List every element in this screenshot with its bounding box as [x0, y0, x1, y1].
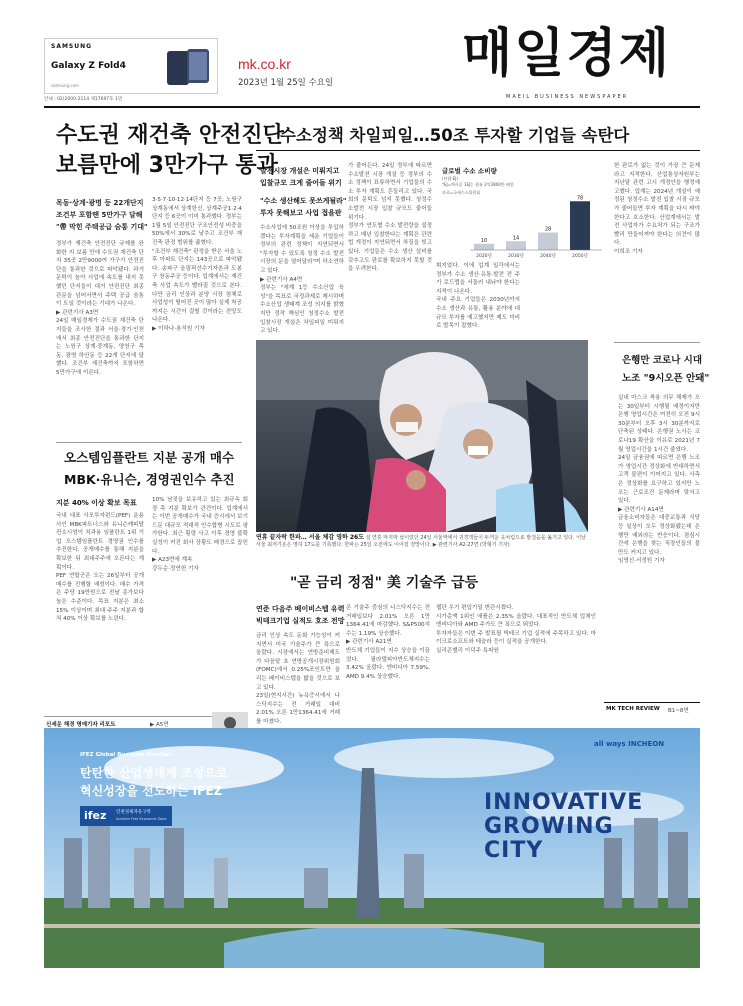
ifez-logo-sub2: Incheon Free Economic Zone	[116, 817, 167, 821]
samsung-ad[interactable]	[44, 38, 218, 94]
promo-title[interactable]: 신세운 해경 명예기자 리포트	[46, 722, 116, 728]
lead-subhead-2: 조건부 포함땐 5만가구 달해	[56, 211, 143, 219]
lead-divider	[56, 442, 242, 443]
issue-date: 2023년 1월 25일 수요일	[238, 78, 334, 88]
ifez-headline-2: 혁신성장을 선도하는 IFEZ	[80, 784, 223, 798]
second-subhead: 지분 40% 이상 확보 목표	[56, 499, 137, 507]
chart-bar	[538, 233, 558, 251]
cold-wave-photo[interactable]	[256, 340, 588, 532]
photo-caption-bold: 연휴 끝자락 한파… 서울 체감 영하 26도	[256, 534, 365, 541]
chart-subtitle: (단위:EJ) *EJ=엑사줄 1EJ는 원유 2억3800만 배럴	[442, 176, 514, 187]
lead-headline-1[interactable]: 수도권 재건축 안전진단	[56, 123, 284, 148]
main-subhead-4: 투자 못해보고 사업 접을판	[260, 209, 342, 217]
chart-category-label: 2030년	[508, 254, 524, 259]
lead-subhead-3: "帶 막힌 주택공급 숨통 기대"	[56, 223, 148, 231]
site-url[interactable]: mk.co.kr	[238, 56, 291, 72]
fed-body-col3: 웹단 우기 편입기일 변관시켰다. 시가총액 1위인 애플은 2.35% 올랐다. 대표적인 반도체 업체인 엔비디아와 AMD 주가도 큰 폭으로 뛰었다. 투자자들은 이번 주 발표될 빅테크 기업 실적에 주목하고 있다. 마이크로소프트와 테슬라 등이 실적을 공개한다. 실리콘밸리 이덕주 특파원	[436, 605, 596, 654]
chart-title: 글로벌 수소 소비량	[442, 167, 497, 175]
main-subhead-1: 발전시장 개설은 미뤄지고	[260, 167, 340, 175]
main-headline[interactable]: 수소정책 차일피일…50조 투자할 기업들 속탄다	[280, 126, 630, 145]
chart-value-label: 14	[512, 235, 520, 242]
newspaper-subtitle: MAEIL BUSINESS NEWSPAPER	[506, 94, 629, 100]
chart-bar	[474, 244, 494, 250]
chart-value-label: 28	[544, 226, 552, 233]
slogan-3: CITY	[484, 838, 544, 863]
chart-value-label: 10	[480, 237, 488, 244]
bank-divider	[614, 342, 700, 343]
incheon-logo: all ways INCHEON	[594, 740, 665, 748]
ad-product: Galaxy Z Fold4	[51, 61, 126, 71]
main-subhead-2: 입찰규모 크게 줄어들 위기	[260, 179, 342, 187]
masthead-rule	[44, 106, 700, 108]
ifez-headline-1: 탄탄한 산업생태계 조성으로	[80, 766, 228, 780]
second-headline-2[interactable]: MBK·유니슨, 경영권인수 추진	[64, 472, 235, 487]
lead-subhead-1: 목동·상계·광명 등 22개단지	[56, 199, 144, 207]
main-body-col3: 휘지었다. 이에 업계 일각에서는 정부가 수소 생산·유통·발전 전 주기 로드맵을 서둘러 내놔야 한다는 지적이 나온다. 국내 주요 기업들은 2030년까지 수소 생산과 유통, 활용 분야에 대규모 투자를 예고했지만 제도 미비로 발목이 잡혔다.	[436, 263, 520, 330]
chart-value-label: 78	[576, 195, 584, 202]
lead-headline-2[interactable]: 보름만에 3만가구 통과	[56, 153, 278, 178]
photo-caption	[256, 534, 588, 549]
main-underline	[256, 150, 700, 151]
slogan-2: GROWING	[484, 814, 614, 839]
lead-body-col2: 3·5·7·10·12·14단지 등 7곳, 노원구 상계동에서 상계한신, 상계주공1·2·4단지 등 6곳이 이미 통과했다. 정부는 1월 5일 안전진단 구조안전성 비중을 50%에서 30%로 낮추고 조건부 재건축 판정 범위를 좁혔다. "조건부 재건축" 판정을 받은 서울 노후 아파트 단지는 143곳으로 파악됐다. 송파구 올림픽선수기자촌과 도봉구 창동주공 등이다. 업계에서는 재건축 사업 속도가 빨라질 것으로 본다. 다만 금리 인상과 분양 시장 침체로 사업성이 떨어진 곳이 많아 실제 착공까지는 시간이 걸릴 것이라는 전망도 나온다. ▶ 이하나·용석원 기자	[152, 197, 242, 332]
promo-page: ▶ A5면	[150, 722, 169, 728]
bank-headline-1[interactable]: 은행만 코로나 시대	[622, 355, 703, 366]
fed-subhead-1: 연준 다음주 베이비스텝 유력	[256, 605, 345, 613]
chart-category-label: 2020년	[476, 254, 492, 259]
ad-brand: SAMSUNG	[51, 43, 93, 50]
main-body-col1: 수소사업에 50조원 이상을 투입하겠다는 투자계획을 세운 기업들이 정부의 관련 정책이 지연되면서 "투자할 수 있도록 청정 수소 발전 시장의 문을 열어달라"며 하소연하고 있다. ▶ 관련기사 A4면 정부는 "세계 1등 수소산업 육성"을 목표로 국정과제로 제시하며 수소산업 생태계 조성 의지를 밝혔지만 정작 핵심인 청정수소 발전 입찰시장 개설은 차일피일 미뤄지고 있다.	[260, 225, 344, 335]
chart-bar	[570, 201, 590, 250]
chart-bar	[506, 241, 526, 250]
fed-body-col1: 금리 인상 속도 둔화 가능성이 커지면서 미국 기술주가 큰 폭으로 올랐다. 시장에서는 연방준비제도가 다음달 초 연방공개시장위원회(FOMC)에서 0.25%포인트만 올리는 베이비스텝을 밟을 것으로 보고 있다. 23일(현지시간) 뉴욕증시에서 나스닥지수는 전 거래일 대비 2.01% 오른 1만1364.41에 거래를 마쳤다.	[256, 633, 340, 725]
chart-category-label: 2040년	[540, 254, 556, 259]
main-body-col2: 가 줄어든다. 24일 정부에 따르면 수소발전 시장 개설 등 정부의 수소 정책이 표류하면서 기업들의 수소 투자 계획도 흔들리고 있다. 국회의 문턱도 넘지 못했다. 청정수소발전 시장 입찰 규모도 줄어들 위기다. 정부가 연도별 수소 발전량을 설정하고 매년 입찰한다는 계획은 관련 법 개정이 지연되면서 차질을 빚고 있다. 기업들은 수소 생산 설비를 갖추고도 판로를 확보하지 못할 것을 우려한다.	[348, 163, 432, 273]
ifez-logo-sub: 인천경제자유구역	[116, 810, 151, 815]
ifez-logo: ifez	[84, 809, 107, 822]
techreview-label[interactable]: MK TECH REVIEW	[606, 706, 660, 712]
ad-site: samsung.com	[51, 83, 79, 88]
fed-headline[interactable]: "곧 금리 정점" 美 기술주 급등	[290, 575, 479, 591]
chart-source: 자료=국제수소위원회	[442, 190, 481, 195]
hydrogen-chart	[438, 164, 608, 260]
ifez-logo-box[interactable]	[80, 806, 172, 826]
photo-caption-text: 설 연휴 마지막 날이었던 24일 서울역에서 귀경객들이 두꺼운 옷차림으로 발걸음을 옮기고 있다. 이날 서울 최저기온은 영하 17도를 기록했다. 한파는 25일 오전에도 이어질 전망이다.	[256, 535, 586, 548]
main-subhead-3: "수소 생산해도 못쓰게될라"	[260, 197, 347, 205]
bank-headline-2[interactable]: 노조 "9시오픈 안돼"	[622, 373, 710, 384]
photo-related: ▶ 관련기사 A2·27면	[432, 542, 479, 548]
fed-body-col2: 은 기술주 중심의 나스닥지수는 전 거래일보다 2.01% 오른 1만1364.41에 마감했다. S&P500지수는 1.19% 상승했다. ▶ 관련기사 A21면 반도체 기업들이 지수 상승을 이끌었다. 필라델피아반도체지수는 3.42% 올랐다. 엔비디아 7.59%, AMD 9.4% 상승했다.	[346, 605, 430, 680]
bank-body: 실내 마스크 착용 의무 해제가 오는 30일부터 시행될 예정이지만 은행 영업시간은 여전히 오전 9시 30분부터 오후 3시 30분까지로 단축된 상태다. 은행권 노사는 코로나19 확산을 이유로 2021년 7월 영업시간을 1시간 줄였다. 24일 금융권에 따르면 은행 노조가 영업시간 정상화에 반대하면서 고객 불편이 이어지고 있다. 사측은 정상화를 요구하고 있지만 노조는 근로조건 문제라며 맞서고 있다. ▶ 관련기사 A14면 금융소비자들은 대중교통과 식당 등 일상이 모두 정상화됐는데 은행만 예외라는 반응이다. 점심시간에 은행을 찾는 직장인들의 불만도 커지고 있다. 임영신·서정원 기자	[618, 395, 700, 565]
newspaper-title: 매일경제	[462, 24, 671, 84]
masthead-info: 안내 : 02)2000-2114 제17697호 1면	[44, 97, 123, 102]
ifez-tag: IFEZ Global Business Frontier	[80, 752, 172, 758]
chart-plot	[438, 164, 608, 260]
photo-credit: (박형기 기자)	[480, 542, 510, 548]
slogan-1: INNOVATIVE	[484, 790, 644, 815]
ifez-ad[interactable]	[44, 728, 700, 968]
second-headline-1[interactable]: 오스템임플란트 지분 공개 매수	[64, 450, 235, 465]
lead-body-col1: 정부가 재건축 안전진단 규제를 완화한 지 보름 만에 수도권 재건축 단지 35곳 2만9000여 가구가 안전진단을 통과한 것으로 파악됐다. 과거 문턱이 높아 사업에 속도를 내지 못했던 단지들이 대거 안전진단 최종 관문을 넘어서면서 주택 공급 숨통이 트일 것이라는 기대가 나온다. ▶ 관련기사 A3면 24일 매일경제가 수도권 재건축 단지들을 조사한 결과 서울·경기·인천에서 최종 안전진단을 통과한 단지는 노원구 상계·중계동, 양천구 목동, 광명 하안동 등 22개 단지에 달했다. 조건부 재건축까지 포함하면 5만가구에 이른다.	[56, 241, 144, 376]
fed-subhead-2: 빅테크기업 실적도 호조 전망	[256, 617, 345, 625]
second-body-col2: 10% 남짓을 보유하고 있는 최규옥 회장 측 지분 확보가 관건이다. 업계에서는 이번 공개매수가 국내 증시에서 보기 드문 대규모 적대적 인수합병 시도로 평가한다. 최근 횡령 사고 이후 경영 불확실성이 커진 회사 상황도 배경으로 꼽힌다. ▶ A23면에 계속 강두순·정연헌 기자	[152, 497, 248, 572]
chart-category-label: 2050년	[572, 254, 588, 259]
main-body-col4: 한 판로가 없는 것이 가장 큰 문제라고 지적한다. 산업통상자원부는 지난달 관련 고시 개정안을 행정예고했다. 업계는 2024년 개설이 예정된 청정수소 발전 입찰 시장 규모가 줄어들면 투자 계획을 다시 짜야 한다고 호소한다. 산업계에서는 발전 사업자가 수요처가 되는 구조가 빨리 만들어져야 한다는 의견이 많다. 이희조 기자	[614, 163, 700, 255]
techreview-page: B1~8면	[668, 708, 689, 714]
phone-illustration	[163, 45, 213, 89]
second-body-col1: 국내 대표 사모투자펀드(PEF) 운용사인 MBK파트너스와 유니슨캐피탈 컨소시엄이 치과용 임플란트 1위 기업 오스템임플란트 경영권 인수를 추진한다. 공개매수를 통해 지분을 확보한 뒤 최대주주에 오른다는 계획이다. PEF 연합군은 오는 26일부터 공개매수를 진행할 예정이다. 매수 가격은 주당 19만원으로 전날 종가보다 높은 수준이다. 목표 지분은 최소 15% 이상이며 최대 주주 지분과 합쳐 40% 이상 확보를 노린다.	[56, 513, 144, 623]
techreview-rule	[604, 702, 700, 703]
